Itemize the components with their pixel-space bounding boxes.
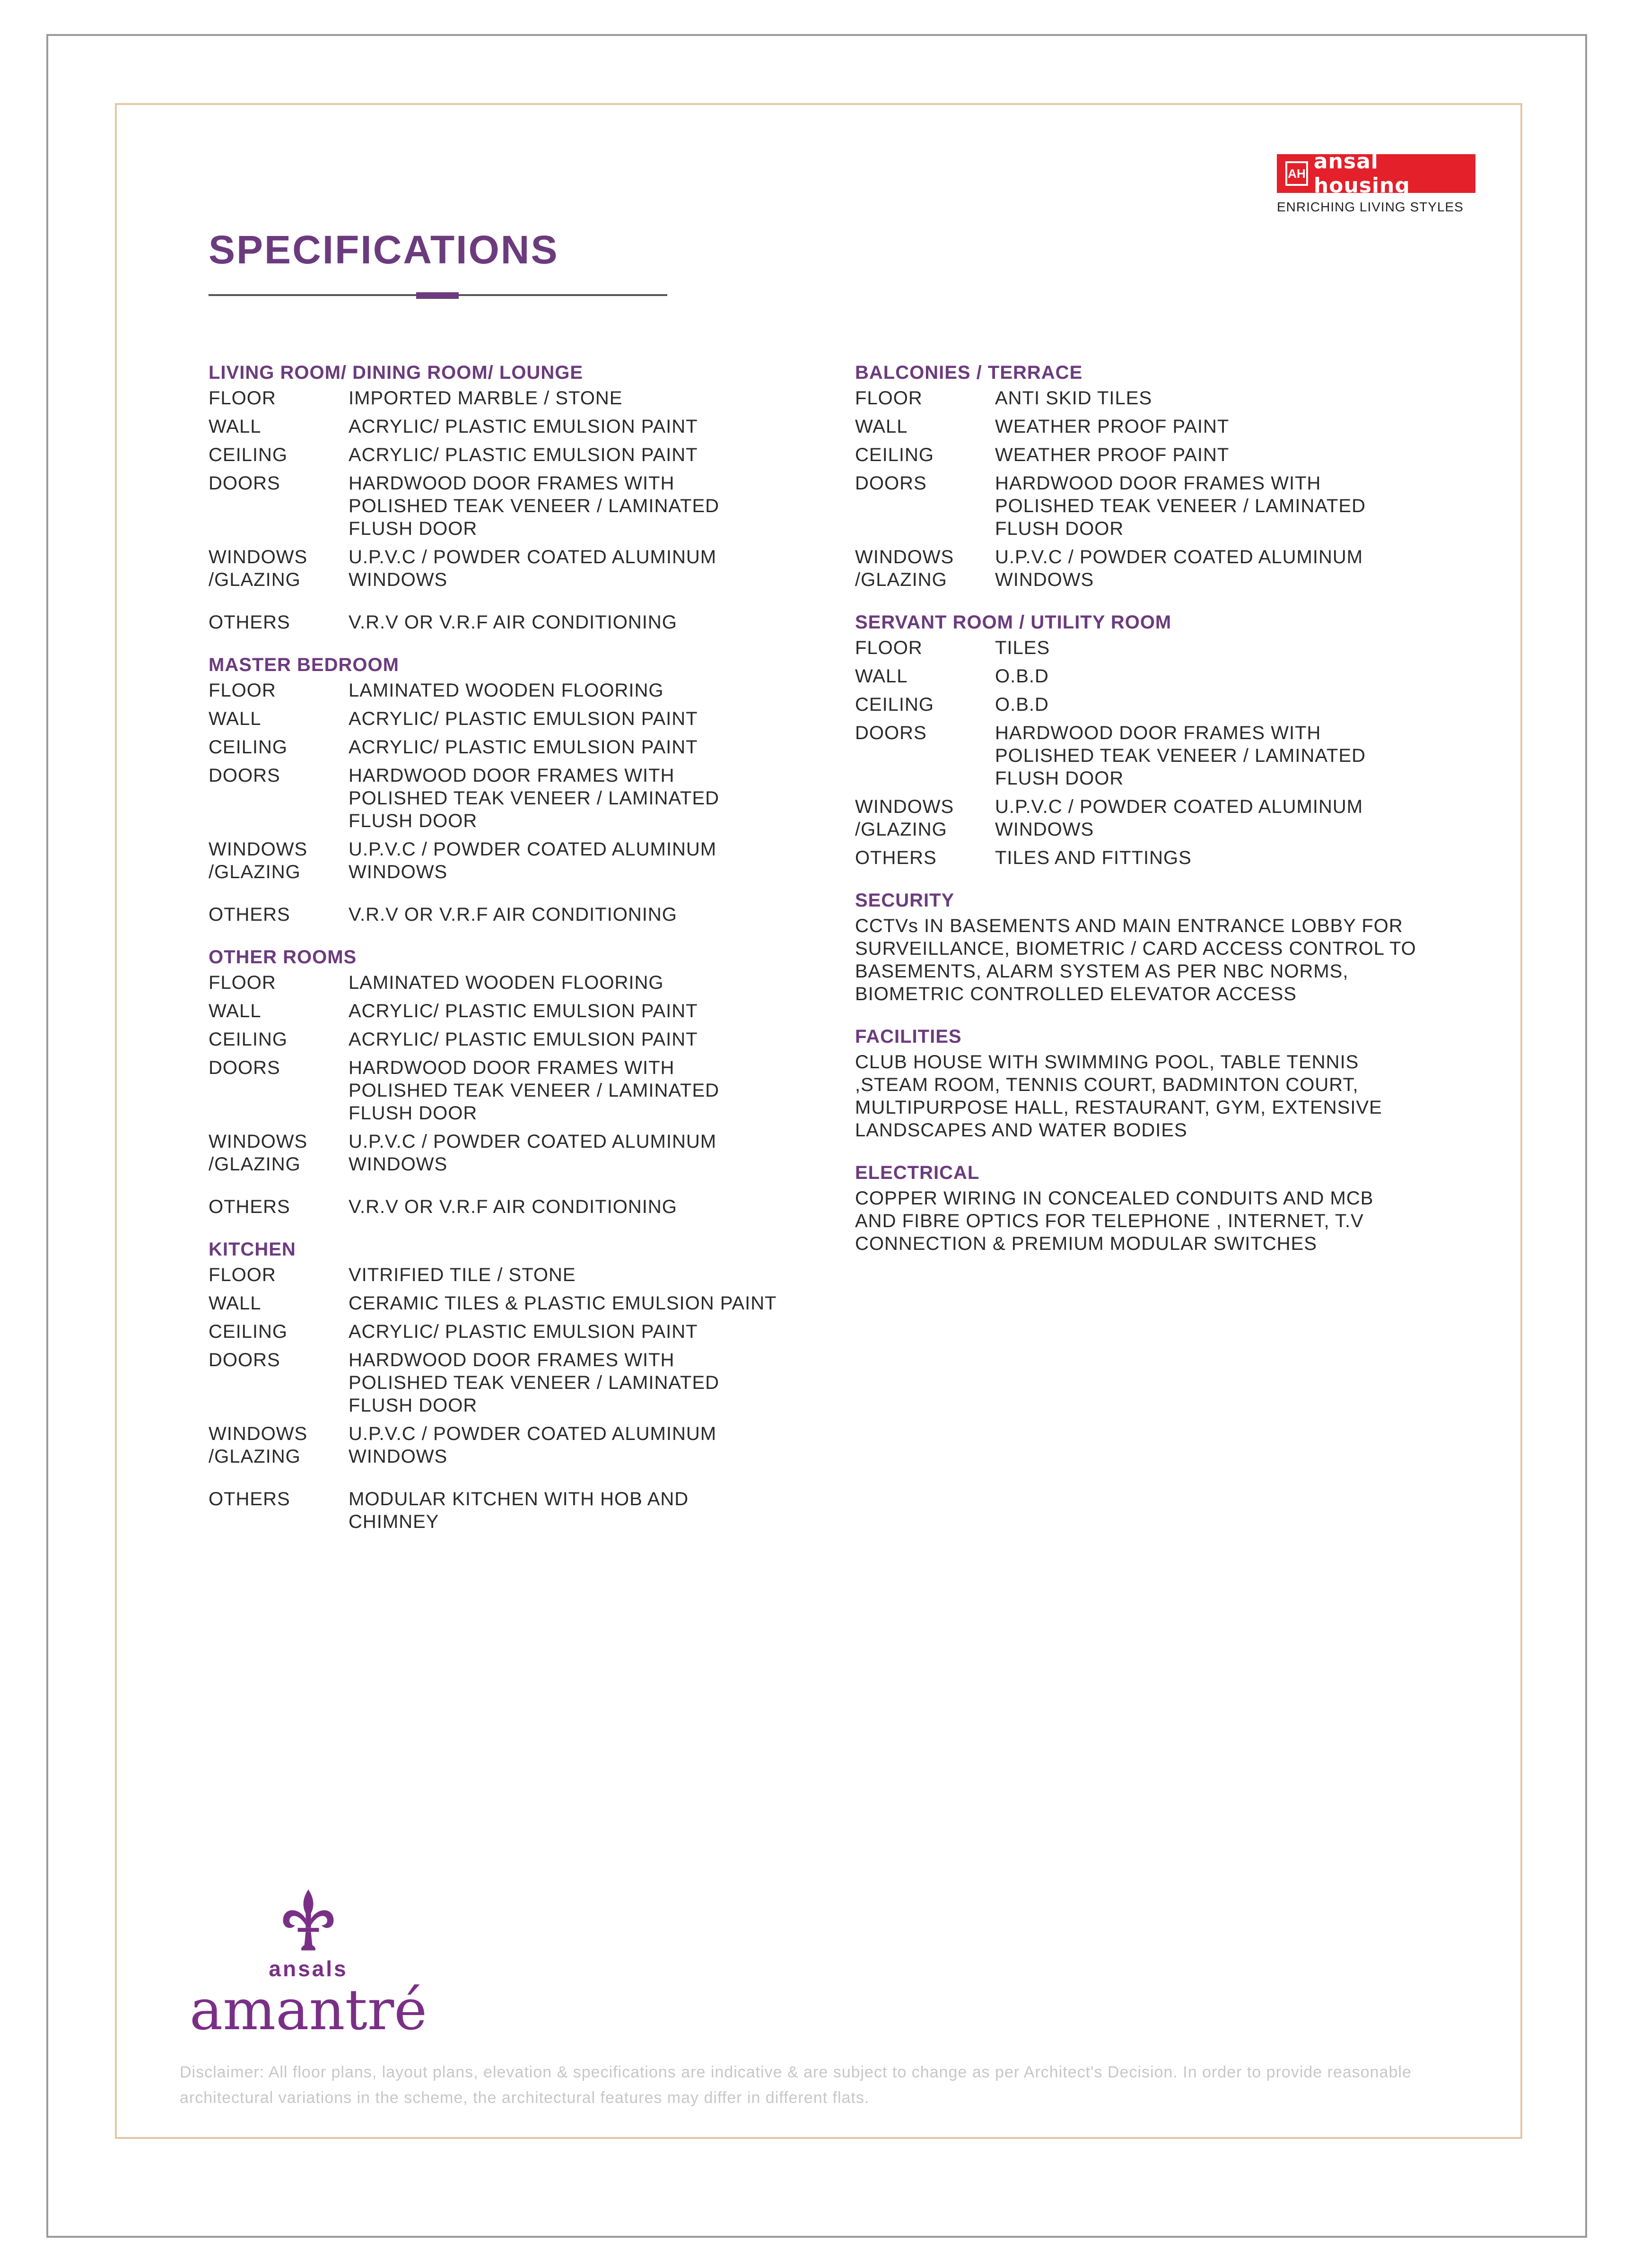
spec-section (209, 651, 814, 926)
spec-label: FLOOR (209, 1265, 276, 1285)
spec-value: U.P.V.C / POWDER COATED ALUMINUM WINDOWS (995, 796, 1363, 840)
spec-value: MODULAR KITCHEN WITH HOB AND CHIMNEY (349, 1489, 689, 1532)
spec-label: WALL (855, 416, 908, 437)
section-paragraph: CLUB HOUSE WITH SWIMMING POOL, TABLE TENNIS ,STEAM ROOM, TENNIS COURT, BADMINTON COURT, MULTIPURPOSE HALL, RESTAURANT, GYM, EXTENSIVE LANDSCAPES AND WATER BODIES (855, 1052, 1382, 1141)
spec-label: OTHERS (209, 1489, 290, 1509)
spec-row (855, 722, 1479, 790)
spec-row (855, 665, 1479, 688)
spec-row (855, 795, 1479, 841)
spec-label: WALL (209, 416, 262, 437)
section-heading: BALCONIES / TERRACE (855, 362, 1083, 383)
spec-section (209, 1235, 814, 1533)
spec-label: DOORS (209, 473, 280, 494)
spec-value: HARDWOOD DOOR FRAMES WITH POLISHED TEAK VENEER / LAMINATED FLUSH DOOR (995, 723, 1366, 789)
spec-label: WALL (209, 1001, 262, 1021)
spec-label: DOORS (855, 473, 927, 494)
spec-row (209, 415, 814, 438)
spec-label: CEILING (855, 445, 934, 465)
spec-value: HARDWOOD DOOR FRAMES WITH POLISHED TEAK VENEER / LAMINATED FLUSH DOOR (349, 473, 720, 539)
project-logo (176, 1887, 441, 2042)
spec-value: V.R.V OR V.R.F AIR CONDITIONING (349, 612, 677, 633)
spec-row (209, 1292, 814, 1315)
spec-value: O.B.D (995, 694, 1049, 715)
spec-section (855, 1022, 1479, 1142)
spec-label: DOORS (855, 723, 927, 743)
logo-amantre-text: amantré (189, 1977, 428, 2042)
spec-value: ACRYLIC/ PLASTIC EMULSION PAINT (349, 1321, 698, 1342)
spec-row (209, 1320, 814, 1343)
logo-ansals-text: ansals (269, 1956, 348, 1981)
spec-label: WINDOWS /GLAZING (209, 1131, 308, 1175)
spec-value: V.R.V OR V.R.F AIR CONDITIONING (349, 904, 677, 925)
fleur-de-lis-icon (275, 1887, 341, 1953)
spec-value: HARDWOOD DOOR FRAMES WITH POLISHED TEAK VENEER / LAMINATED FLUSH DOOR (349, 1350, 720, 1416)
spec-value: WEATHER PROOF PAINT (995, 416, 1230, 437)
spec-row (209, 838, 814, 883)
section-heading: OTHER ROOMS (209, 947, 357, 968)
spec-value: HARDWOOD DOOR FRAMES WITH POLISHED TEAK VENEER / LAMINATED FLUSH DOOR (349, 1057, 720, 1124)
spec-row (209, 679, 814, 702)
spec-value: HARDWOOD DOOR FRAMES WITH POLISHED TEAK VENEER / LAMINATED FLUSH DOOR (995, 473, 1366, 539)
spec-value: ACRYLIC/ PLASTIC EMULSION PAINT (349, 737, 698, 758)
left-column (209, 358, 814, 1550)
spec-label: WALL (209, 708, 262, 729)
spec-row (209, 444, 814, 466)
house-icon: AH (1285, 161, 1308, 186)
spec-section (855, 1159, 1479, 1255)
spec-label: WINDOWS /GLAZING (209, 1423, 308, 1467)
spec-row (209, 971, 814, 994)
spec-value: ACRYLIC/ PLASTIC EMULSION PAINT (349, 445, 698, 465)
spec-label: FLOOR (855, 388, 923, 409)
spec-value: O.B.D (995, 666, 1049, 687)
section-heading: KITCHEN (209, 1239, 296, 1260)
spec-row (209, 1130, 814, 1176)
spec-value: U.P.V.C / POWDER COATED ALUMINUM WINDOWS (349, 1423, 717, 1467)
spec-label: WINDOWS /GLAZING (209, 839, 308, 882)
brand-badge (1277, 149, 1475, 198)
spec-label: WINDOWS /GLAZING (855, 547, 954, 590)
spec-row (209, 1488, 814, 1533)
spec-label: OTHERS (209, 904, 290, 925)
spec-row (209, 764, 814, 832)
spec-row (209, 707, 814, 730)
section-heading: SERVANT ROOM / UTILITY ROOM (855, 612, 1172, 633)
spec-row (209, 903, 814, 926)
spec-row (855, 444, 1479, 466)
spec-section (209, 358, 814, 634)
spec-label: CEILING (209, 1029, 288, 1050)
section-heading: ELECTRICAL (855, 1162, 980, 1183)
spec-label: CEILING (209, 737, 288, 758)
spec-value: U.P.V.C / POWDER COATED ALUMINUM WINDOWS (349, 547, 717, 590)
spec-label: CEILING (855, 694, 934, 715)
spec-row (209, 736, 814, 759)
spec-value: WEATHER PROOF PAINT (995, 445, 1230, 465)
spec-value: V.R.V OR V.R.F AIR CONDITIONING (349, 1196, 677, 1217)
spec-row (209, 472, 814, 540)
spec-label: FLOOR (855, 637, 923, 658)
section-paragraph: COPPER WIRING IN CONCEALED CONDUITS AND MCB AND FIBRE OPTICS FOR TELEPHONE , INTERNET, T.V CONNECTION & PREMIUM MODULAR SWITCHES (855, 1188, 1374, 1254)
section-heading: LIVING ROOM/ DINING ROOM/ LOUNGE (209, 362, 583, 383)
section-heading: MASTER BEDROOM (209, 654, 399, 675)
spec-section (855, 358, 1479, 591)
spec-label: CEILING (209, 445, 288, 465)
spec-section (855, 886, 1479, 1005)
spec-label: DOORS (209, 765, 280, 786)
spec-row (209, 546, 814, 591)
spec-row (855, 387, 1479, 410)
spec-label: WINDOWS /GLAZING (855, 796, 954, 840)
spec-label: WALL (855, 666, 908, 687)
spec-row (855, 415, 1479, 438)
spec-row (855, 472, 1479, 540)
spec-label: OTHERS (209, 612, 290, 633)
spec-value: ACRYLIC/ PLASTIC EMULSION PAINT (349, 1001, 698, 1021)
spec-label: OTHERS (209, 1196, 290, 1217)
brand-logo (1277, 149, 1475, 215)
spec-row (855, 846, 1479, 869)
spec-label: DOORS (209, 1057, 280, 1078)
brand-tagline: ENRICHING LIVING STYLES (1277, 200, 1464, 214)
spec-value: VITRIFIED TILE / STONE (349, 1265, 576, 1285)
spec-row (209, 1028, 814, 1051)
spec-row (209, 611, 814, 634)
spec-row (209, 1422, 814, 1468)
spec-value: U.P.V.C / POWDER COATED ALUMINUM WINDOWS (995, 547, 1363, 590)
spec-label: FLOOR (209, 680, 276, 701)
right-column (855, 358, 1479, 1272)
spec-row (855, 637, 1479, 659)
spec-row (209, 1264, 814, 1286)
spec-row (855, 693, 1479, 716)
spec-row (209, 1056, 814, 1125)
spec-row (855, 546, 1479, 591)
spec-value: LAMINATED WOODEN FLOORING (349, 680, 664, 701)
spec-value: U.P.V.C / POWDER COATED ALUMINUM WINDOWS (349, 1131, 717, 1175)
spec-value: ACRYLIC/ PLASTIC EMULSION PAINT (349, 1029, 698, 1050)
section-paragraph: CCTVs IN BASEMENTS AND MAIN ENTRANCE LOBBY FOR SURVEILLANCE, BIOMETRIC / CARD ACCESS CONTROL TO BASEMENTS, ALARM SYSTEM AS PER NBC NORMS, BIOMETRIC CONTROLLED ELEVATOR ACCESS (855, 916, 1416, 1004)
spec-value: U.P.V.C / POWDER COATED ALUMINUM WINDOWS (349, 839, 717, 882)
spec-section (209, 943, 814, 1218)
spec-label: OTHERS (855, 847, 937, 868)
spec-value: ACRYLIC/ PLASTIC EMULSION PAINT (349, 708, 698, 729)
spec-value: CERAMIC TILES & PLASTIC EMULSION PAINT (349, 1293, 777, 1314)
spec-label: WALL (209, 1293, 262, 1314)
page-title: SPECIFICATIONS (209, 227, 559, 272)
spec-value: HARDWOOD DOOR FRAMES WITH POLISHED TEAK VENEER / LAMINATED FLUSH DOOR (349, 765, 720, 831)
spec-row (209, 1195, 814, 1218)
disclaimer-text: Disclaimer: All floor plans, layout plans, elevation & specifications are indicative & are subject to change as per Architect's Decision. In order to provide reasonable architectural variations in the scheme, the architectural features may differ in different flats. (180, 2063, 1412, 2107)
spec-row (209, 1000, 814, 1022)
spec-label: CEILING (209, 1321, 288, 1342)
section-heading: SECURITY (855, 890, 955, 911)
spec-label: DOORS (209, 1350, 280, 1370)
spec-label: FLOOR (209, 388, 276, 409)
section-heading: FACILITIES (855, 1026, 962, 1047)
spec-value: ANTI SKID TILES (995, 388, 1152, 409)
spec-row (209, 387, 814, 410)
spec-label: WINDOWS /GLAZING (209, 547, 308, 590)
brand-name: ansal housing (1313, 149, 1410, 198)
spec-value: TILES (995, 637, 1050, 658)
spec-section (855, 608, 1479, 869)
spec-value: TILES AND FITTINGS (995, 847, 1192, 868)
spec-value: ACRYLIC/ PLASTIC EMULSION PAINT (349, 416, 698, 437)
spec-label: FLOOR (209, 972, 276, 993)
divider-ornament (416, 292, 459, 299)
spec-value: IMPORTED MARBLE / STONE (349, 388, 623, 409)
spec-row (209, 1349, 814, 1417)
spec-value: LAMINATED WOODEN FLOORING (349, 972, 664, 993)
